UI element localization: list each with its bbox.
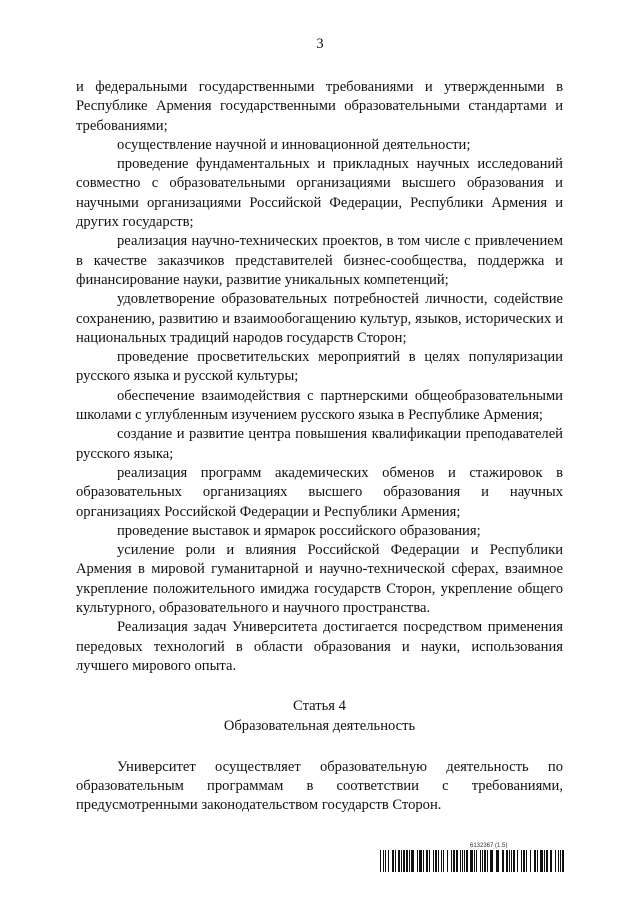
barcode-bar — [409, 850, 410, 872]
barcode-bar — [438, 850, 439, 872]
barcode-bar — [453, 850, 455, 872]
barcode-bar — [406, 850, 408, 872]
barcode-bar — [506, 850, 508, 872]
barcode-bar — [464, 850, 465, 872]
barcode-bar — [480, 850, 481, 872]
barcode-bar — [398, 850, 400, 872]
barcode-bar — [417, 850, 418, 872]
barcode-bar — [482, 850, 483, 872]
barcode-bar — [517, 850, 518, 872]
list-item-paragraph: проведение просветительских мероприятий в целях популяризации русского языка и русской культуры; — [76, 349, 563, 385]
barcode-bar — [466, 850, 468, 872]
barcode-bar — [429, 850, 430, 872]
document-body — [76, 78, 563, 816]
list-item-paragraph: проведение фундаментальных и прикладных научных исследований совместно с образовательными организациями высшего образования и научными организациями Российской Федерации, Республики Армения и других государств; — [76, 156, 563, 231]
barcode-bar — [534, 850, 536, 872]
barcode-bar — [558, 850, 559, 872]
article-spacer — [76, 736, 563, 758]
barcode-bar — [395, 850, 396, 872]
barcode-bar — [380, 850, 381, 872]
barcode-bar — [460, 850, 461, 872]
barcode-bar — [509, 850, 510, 872]
barcode-bar — [490, 850, 493, 872]
barcode-bar — [502, 850, 504, 872]
paragraph-continuation: и федеральными государственными требованиями и утвержденными в Республике Армения государственными образовательными стандартами и требованиями; — [76, 79, 563, 134]
barcode-bar — [423, 850, 424, 872]
barcode-bar — [426, 850, 428, 872]
list-item-paragraph: реализация научно-технических проектов, в том числе с привлечением в качестве заказчиков представителей бизнес-сообщества, поддержка и финансирование науки, развитие уникальных компетенций; — [76, 233, 563, 288]
barcode-bar — [526, 850, 527, 872]
barcode-bar — [484, 850, 486, 872]
barcode-bar — [550, 850, 552, 872]
barcode-bar — [546, 850, 548, 872]
barcode-bar — [537, 850, 538, 872]
barcode-bar — [487, 850, 488, 872]
barcode-bar — [443, 850, 444, 872]
barcode-bar — [470, 850, 473, 872]
barcode-bar — [521, 850, 522, 872]
barcode-icon — [380, 850, 566, 872]
barcode-bar — [451, 850, 452, 872]
list-item-paragraph: реализация программ академических обменов и стажировок в образовательных организациях высшего образования и научных организациях Российской Федерации и Республики Армения; — [76, 464, 563, 520]
article-paragraph: Университет осуществляет образовательную деятельность по образовательным программам в соответствии с требованиями, предусмотренными законодательством государств Сторон. — [76, 758, 563, 814]
barcode-bar — [392, 850, 394, 872]
barcode-bar — [419, 850, 422, 872]
barcode-bar — [403, 850, 405, 872]
barcode-bar — [411, 850, 414, 872]
article-title: Образовательная деятельность — [223, 717, 416, 734]
list-item-paragraph: усиление роли и влияния Российской Федерации и Республики Армения в мировой гуманитарной и научно-технической сферах, взаимное укрепление положительного имиджа государств Сторон, укрепление общего культурного, образовательного и научного пространства. — [76, 542, 563, 617]
barcode-bar — [496, 850, 499, 872]
list-item-paragraph: проведение выставок и ярмарок российского образования; — [117, 522, 481, 539]
barcode-bar — [433, 850, 434, 872]
barcode-bar — [513, 850, 515, 872]
barcode-bar — [388, 850, 389, 872]
barcode-bar — [560, 850, 561, 872]
barcode-bar — [401, 850, 402, 872]
barcode-bar — [383, 850, 384, 872]
barcode-bar — [555, 850, 556, 872]
barcode-bar — [462, 850, 463, 872]
closing-paragraph: Реализация задач Университета достигается посредством применения передовых технологий в области образования и науки, использования лучшего мирового опыта. — [76, 619, 563, 674]
barcode-bar — [562, 850, 564, 872]
list-item-paragraph: удовлетворение образовательных потребностей личности, содействие сохранению, развитию и взаимообогащению культур, языков, исторических и национальных традиций народов государств Сторон; — [76, 291, 563, 346]
page-number: 3 — [316, 36, 324, 52]
barcode-bar — [456, 850, 458, 872]
barcode-bar — [511, 850, 512, 872]
barcode-bar — [540, 850, 543, 872]
article-number: Статья 4 — [293, 698, 346, 715]
barcode-bar — [385, 850, 386, 872]
list-item-paragraph: обеспечение взаимодействия с партнерскими общеобразовательными школами с углубленным изучением русского языка в Республике Армения; — [76, 387, 563, 424]
barcode-block — [380, 843, 566, 872]
barcode-bar — [530, 850, 531, 872]
list-item-paragraph: осуществление научной и инновационной деятельности; — [117, 136, 471, 153]
barcode-bar — [523, 850, 525, 872]
barcode-bar — [447, 850, 448, 872]
barcode-bar — [435, 850, 437, 872]
list-item-paragraph: создание и развитие центра повышения квалификации преподавателей русского языка; — [76, 426, 563, 462]
barcode-bar — [474, 850, 475, 872]
barcode-bar — [544, 850, 545, 872]
barcode-bar — [441, 850, 442, 872]
barcode-bar — [476, 850, 477, 872]
barcode-number: 6132367 (1.5) — [470, 843, 508, 849]
